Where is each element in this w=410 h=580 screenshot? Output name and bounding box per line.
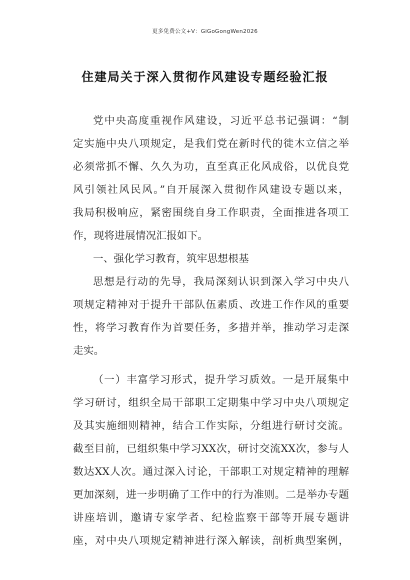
body-line: 讲座培训，邀请专家学者、纪检监察干部等开展专题讲: [73, 512, 349, 524]
header-note: 更多免费公文+V：GiGoGongWen2026: [152, 29, 258, 35]
body-line: 定实施中央八项规定，是我们党在新时代的徙木立信之举: [73, 138, 349, 150]
body-line: 我局积极响应，紧密围绕自身工作职责，全面推进各项工: [73, 207, 349, 219]
body-line: 必须常抓不懈、久久为功，直至真正化风成俗，以优良党: [73, 161, 349, 173]
document-title: 住建局关于深入贯彻作风建设专题经验汇报: [81, 70, 329, 84]
body-line: 学习研讨，组织全局干部职工定期集中学习中央八项规定: [73, 397, 349, 409]
body-line: 走实。: [73, 345, 105, 357]
body-line: 思想是行动的先导，我局深刻认识到深入学习中央八: [93, 276, 349, 288]
body-line: 党中央高度重视作风建设，习近平总书记强调：“制: [93, 115, 349, 127]
body-line: 及其实施细则精神，结合工作实际，分组进行研讨交流。: [73, 420, 349, 432]
body-line: 截至目前，已组织集中学习XX次，研讨交流XX次，参与人: [73, 443, 349, 455]
body-line: 座，对中央八项规定精神进行深入解读，剖析典型案例，: [73, 535, 349, 547]
body-line: 性，将学习教育作为首要任务，多措并举，推动学习走深: [73, 322, 349, 334]
body-line: （一）丰富学习形式，提升学习质效。一是开展集中: [93, 374, 349, 386]
body-line: 数达XX人次。通过深入讨论，干部职工对规定精神的理解: [73, 466, 349, 478]
section-heading: 一、强化学习教育，筑牢思想根基: [93, 253, 249, 265]
body-line: 项规定精神对于提升干部队伍素质、改进工作作风的重要: [73, 299, 349, 311]
body-line: 作，现将进展情况汇报如下。: [73, 230, 209, 242]
body-line: 更加深刻，进一步明确了工作中的行为准则。二是举办专题: [73, 489, 349, 501]
body-line: 风引领社风民风。”自开展深入贯彻作风建设专题以来，: [73, 184, 349, 196]
